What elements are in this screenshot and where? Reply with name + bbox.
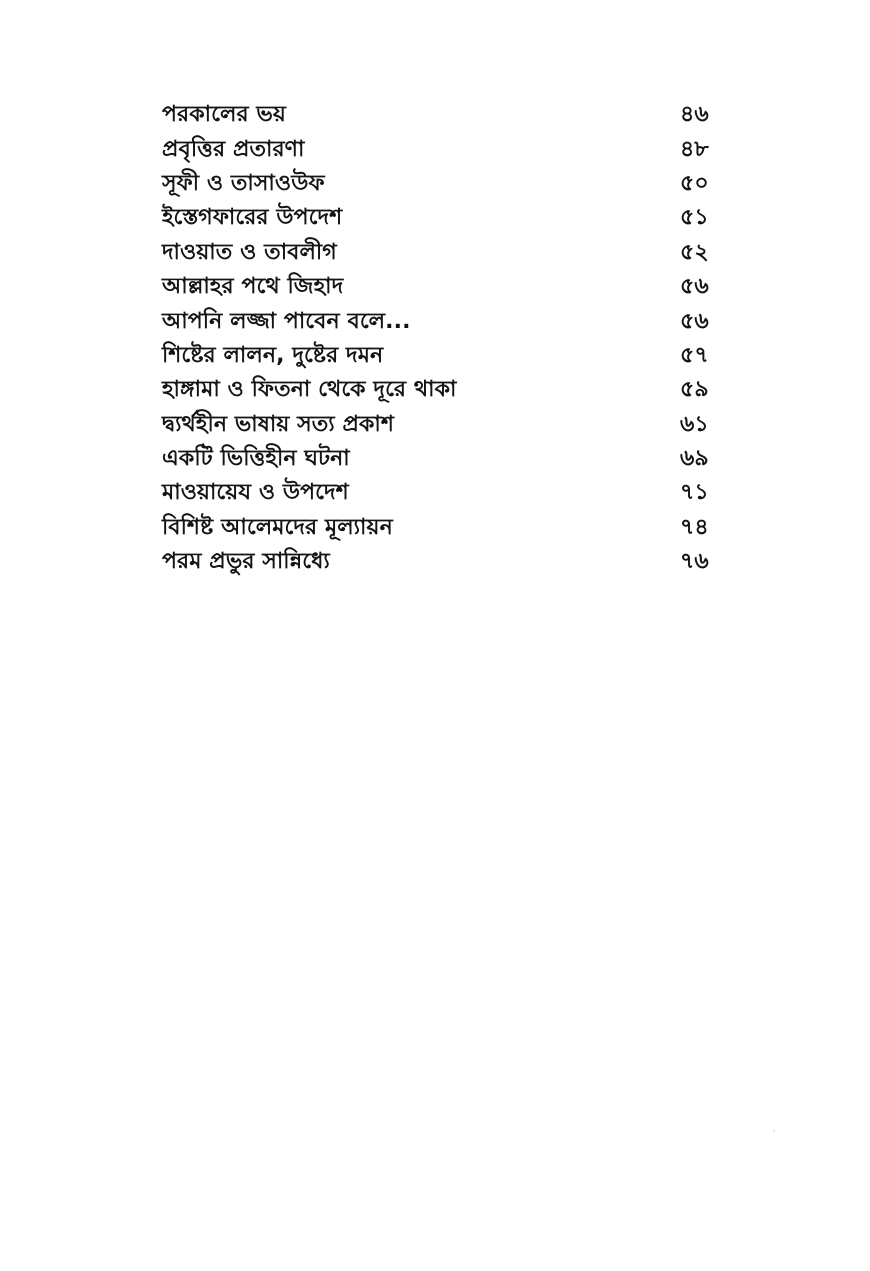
toc-entry: [162, 98, 720, 132]
toc-entry-page-number: ৭৬: [680, 549, 709, 575]
toc-entry: [162, 408, 720, 442]
toc-entry-page-number: ৫১: [680, 205, 709, 231]
scan-speck: [773, 1130, 775, 1132]
toc-entry-page-number: ৪৬: [680, 102, 709, 128]
toc-entry-page-number: ৫৯: [680, 377, 709, 403]
toc-entry: [162, 132, 720, 166]
toc-entry-title: প্রবৃত্তির প্রতারণা: [162, 136, 305, 162]
toc-entry: [162, 476, 720, 510]
toc-entry-title: একটি ভিত্তিহীন ঘটনা: [162, 446, 350, 472]
toc-entry: [162, 304, 720, 338]
toc-entry-title: পরকালের ভয়: [162, 102, 286, 128]
table-of-contents: [162, 98, 720, 579]
toc-entry-page-number: ৫৬: [680, 308, 709, 334]
toc-entry-page-number: ৫০: [680, 170, 709, 196]
toc-entry-page-number: ৭১: [680, 480, 709, 506]
toc-entry: [162, 545, 720, 579]
toc-entry-title: ইস্তেগফারের উপদেশ: [162, 205, 343, 231]
toc-entry-page-number: ৬৯: [680, 446, 709, 472]
toc-entry: [162, 442, 720, 476]
toc-entry: [162, 373, 720, 407]
toc-entry-title: সূফী ও তাসাওউফ: [162, 170, 325, 196]
toc-entry-page-number: ৭৪: [680, 514, 709, 540]
toc-entry-page-number: ৫৬: [680, 274, 709, 300]
toc-entry: [162, 339, 720, 373]
toc-entry-page-number: ৫৭: [680, 342, 709, 368]
toc-entry-title: আপনি লজ্জা পাবেন বলে...: [162, 308, 411, 334]
toc-entry-title: পরম প্রভুর সান্নিধ্যে: [162, 549, 330, 575]
toc-entry-title: আল্লাহর পথে জিহাদ: [162, 274, 344, 300]
toc-entry: [162, 270, 720, 304]
toc-entry-title: বিশিষ্ট আলেমদের মূল্যায়ন: [162, 514, 393, 540]
toc-entry-title: দ্ব্যর্থহীন ভাষায় সত্য প্রকাশ: [162, 411, 395, 437]
toc-entry-page-number: ৬১: [680, 411, 709, 437]
toc-entry-title: হাঙ্গামা ও ফিতনা থেকে দূরে থাকা: [162, 377, 457, 403]
toc-entry: [162, 511, 720, 545]
toc-entry-title: শিষ্টের লালন, দুষ্টের দমন: [162, 342, 384, 368]
toc-entry-title: মাওয়ায়েয ও উপদেশ: [162, 480, 349, 506]
toc-entry: [162, 236, 720, 270]
toc-entry-page-number: ৫২: [680, 239, 709, 265]
toc-entry-page-number: ৪৮: [680, 136, 709, 162]
toc-entry: [162, 167, 720, 201]
toc-entry-title: দাওয়াত ও তাবলীগ: [162, 239, 337, 265]
toc-entry: [162, 201, 720, 235]
